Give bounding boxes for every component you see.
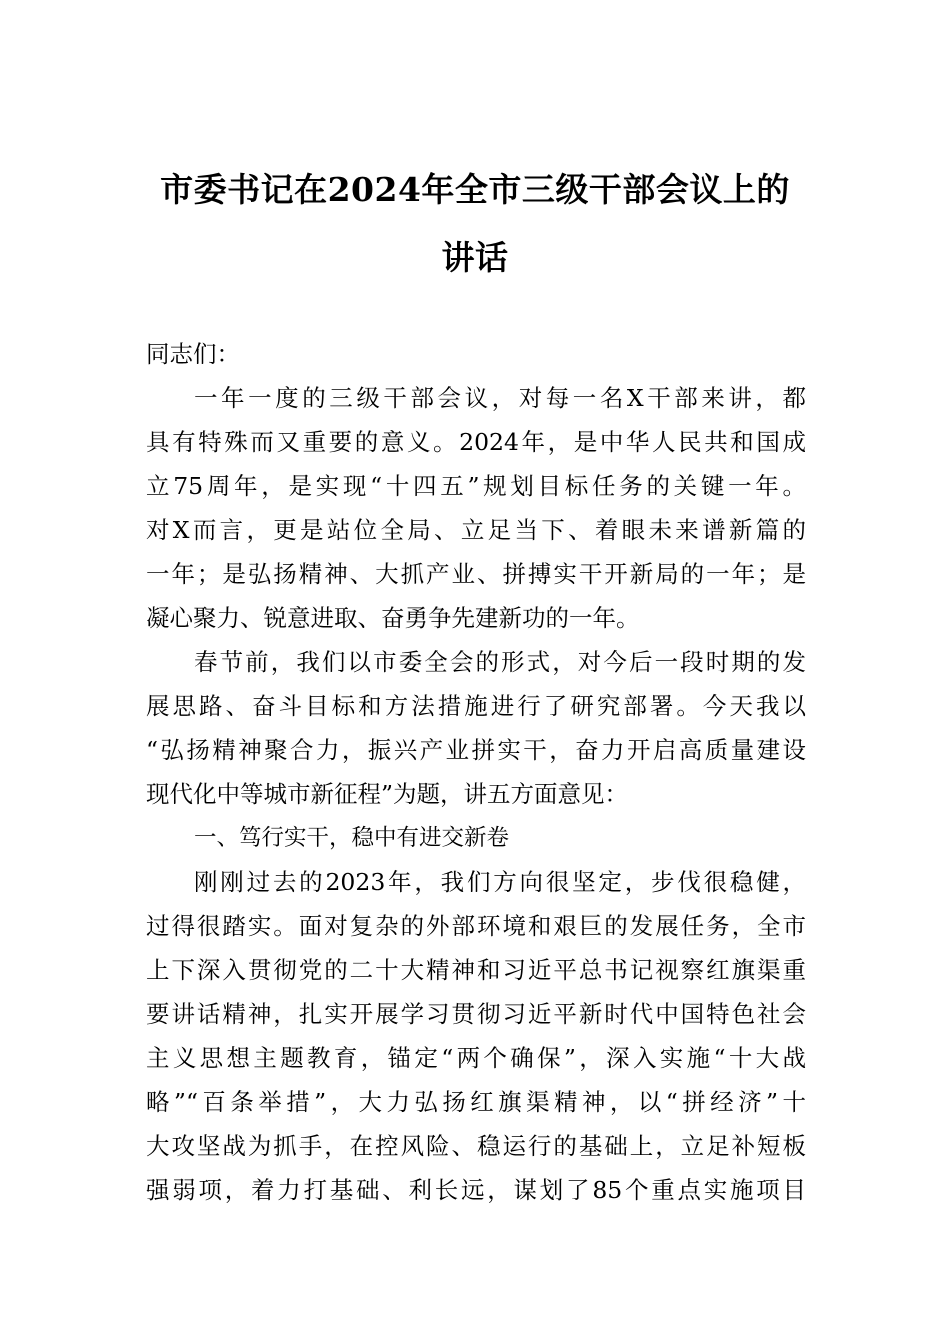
paragraph-2-line: 春节前，我们以市委全会的形式，对今后一段时期的发 — [194, 648, 806, 676]
paragraph-3-line: 主义思想主题教育，锚定“两个确保”，深入实施“十大战 — [146, 1044, 806, 1072]
paragraph-3-line: 过得很踏实。面对复杂的外部环境和艰巨的发展任务，全市 — [146, 912, 806, 940]
paragraph-3-line: 大攻坚战为抓手，在控风险、稳运行的基础上，立足补短板 — [146, 1132, 806, 1160]
paragraph-1-line: 一年一度的三级干部会议，对每一名X干部来讲，都 — [194, 384, 806, 412]
salutation: 同志们： — [146, 340, 240, 368]
paragraph-1-line: 凝心聚力、锐意进取、奋勇争先建新功的一年。 — [146, 604, 640, 632]
paragraph-1-line: 具有特殊而又重要的意义。2024年，是中华人民共和国成 — [146, 428, 806, 456]
document-body — [146, 332, 806, 1212]
paragraph-1-line: 立75周年，是实现“十四五”规划目标任务的关键一年。 — [146, 472, 806, 500]
paragraph-3-line: 略”“百条举措”，大力弘扬红旗渠精神，以“拼经济”十 — [146, 1088, 806, 1116]
document-title-line-2: 讲话 — [441, 238, 509, 277]
paragraph-2-line: 展思路、奋斗目标和方法措施进行了研究部署。今天我以 — [146, 692, 806, 720]
paragraph-3-line: 强弱项，着力打基础、利长远，谋划了85个重点实施项目 — [146, 1176, 806, 1204]
section-1-heading: 一、笃行实干，稳中有进交新卷 — [194, 825, 510, 851]
paragraph-1-line: 一年；是弘扬精神、大抓产业、拼搏实干开新局的一年；是 — [146, 560, 806, 588]
paragraph-1-line: 对X而言，更是站位全局、立足当下、着眼未来谱新篇的 — [146, 516, 806, 544]
paragraph-3-line: 刚刚过去的2023年，我们方向很坚定，步伐很稳健， — [194, 868, 806, 896]
paragraph-2-line: 现代化中等城市新征程”为题，讲五方面意见： — [146, 780, 629, 808]
paragraph-3-line: 上下深入贯彻党的二十大精神和习近平总书记视察红旗渠重 — [146, 956, 806, 984]
document-title-line-1: 市委书记在2024年全市三级干部会议上的 — [160, 170, 790, 209]
paragraph-3-line: 要讲话精神，扎实开展学习贯彻习近平新时代中国特色社会 — [146, 1000, 806, 1028]
paragraph-2-line: “弘扬精神聚合力，振兴产业拼实干，奋力开启高质量建设 — [146, 736, 806, 764]
